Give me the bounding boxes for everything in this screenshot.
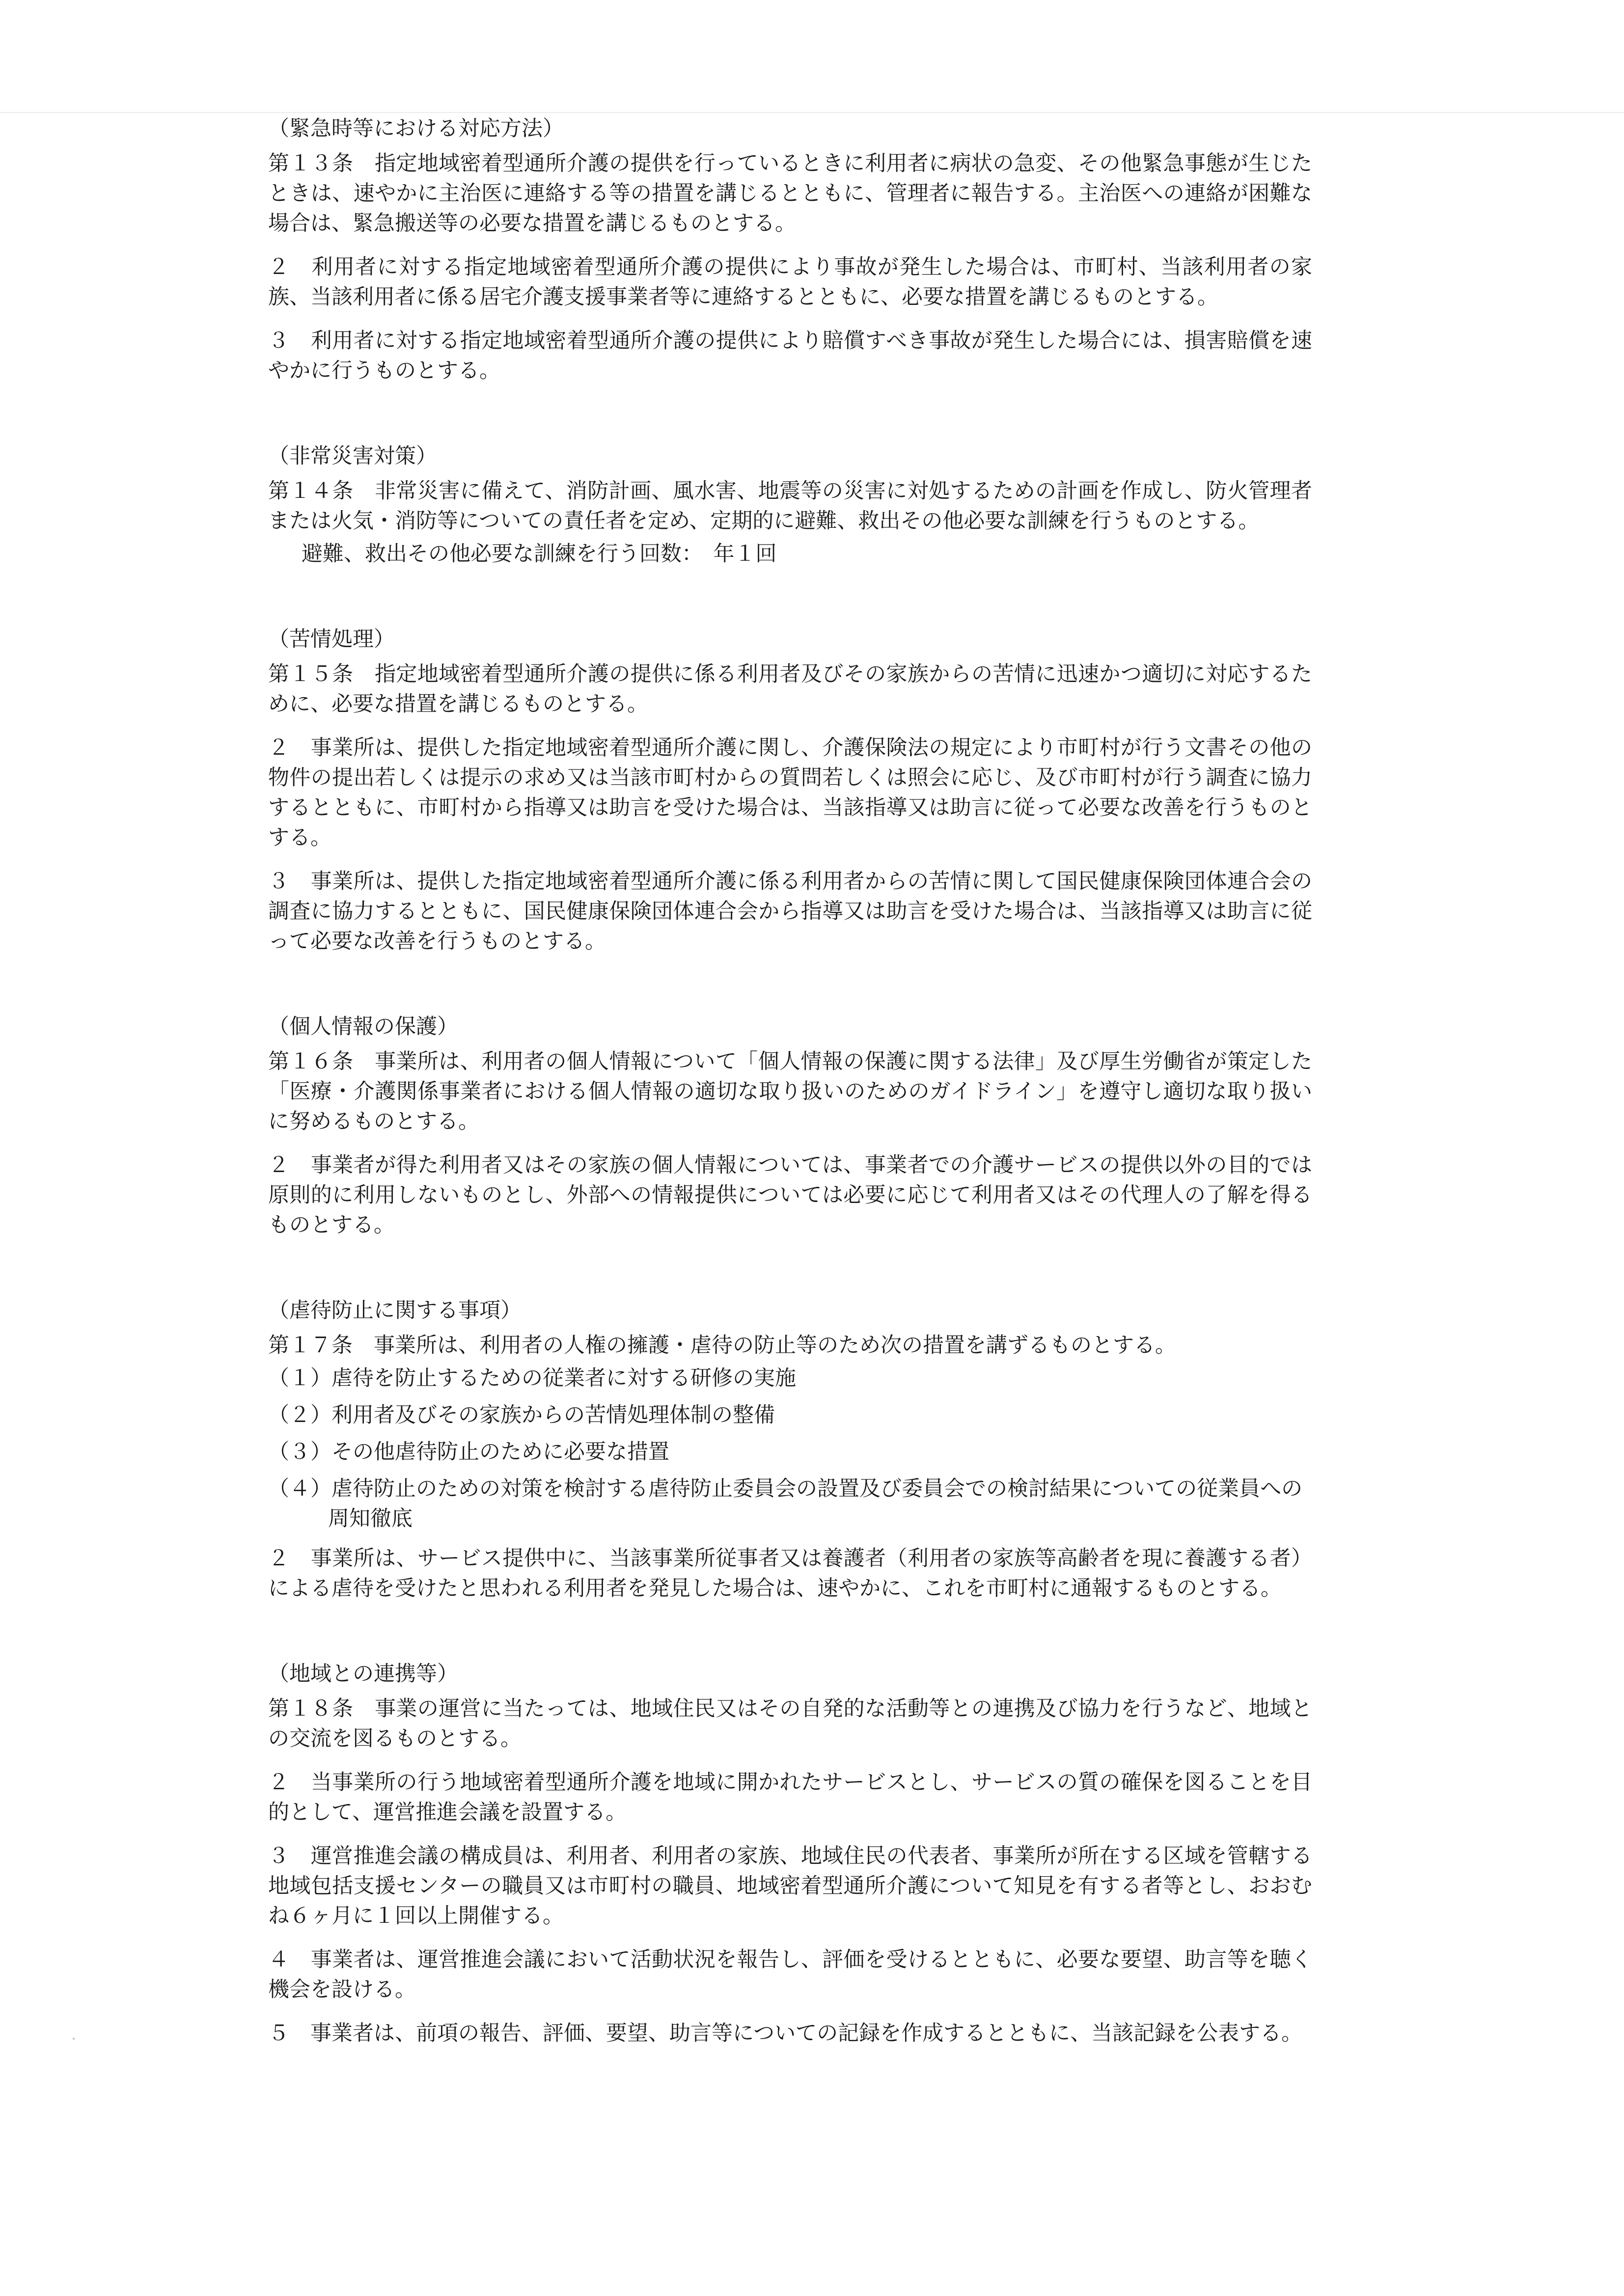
list-item: （３）その他虐待防止のために必要な措置 [268,1440,669,1464]
article-18-paragraph-5: ５ 事業者は、前項の報告、評価、要望、助言等についての記録を作成するとともに、当該記録を公表する。 [268,2021,1303,2046]
article-16-paragraph-2: ２ 事業者が得た利用者又はその家族の個人情報については、事業者での介護サービスの提供以外の目的では原則的に利用しないものとし、外部への情報提供については必要に応じて利用者又はその代理人の了解を得るものとする。 [268,1153,1312,1237]
section-abuse-prevention [268,1296,1312,1604]
article-15-paragraph-2: ２ 事業所は、提供した指定地域密着型通所介護に関し、介護保険法の規定により市町村が行う文書その他の物件の提出若しくは提示の求め又は当該市町村からの質問若しくは照会に応じ、及び市町村が行う調査に協力するとともに、市町村から指導又は助言を受けた場合は、当該指導又は助言に従って必要な改善を行うものとする。 [268,736,1312,850]
article-13-paragraph-1: 第１３条 指定地域密着型通所介護の提供を行っているときに利用者に病状の急変、その他緊急事態が生じたときは、速やかに主治医に連絡する等の措置を講じるとともに、管理者に報告する。主治医への連絡が困難な場合は、緊急搬送等の必要な措置を講じるものとする。 [268,151,1312,236]
list-item: （１）虐待を防止するための従業者に対する研修の実施 [268,1366,796,1391]
list-item: （２）利用者及びその家族からの苦情処理体制の整備 [268,1403,775,1427]
article-18-paragraph-1: 第１８条 事業の運営に当たっては、地域住民又はその自発的な活動等との連携及び協力を行うなど、地域との交流を図るものとする。 [268,1696,1312,1751]
section-community-cooperation [268,1659,1312,2049]
article-15-paragraph-3: ３ 事業所は、提供した指定地域密着型通所介護に係る利用者からの苦情に関して国民健康保険団体連合会の調査に協力するとともに、国民健康保険団体連合会から指導又は助言を受けた場合は、当該指導又は助言に従って必要な改善を行うものとする。 [268,869,1312,954]
section-heading: （緊急時等における対応方法） [268,116,564,141]
section-emergency-response [268,114,1312,386]
section-heading: （地域との連携等） [268,1662,458,1686]
article-17-paragraph-2: ２ 事業所は、サービス提供中に、当該事業所従事者又は養護者（利用者の家族等高齢者を現に養護する者）による虐待を受けたと思われる利用者を発見した場合は、速やかに、これを市町村に通報するものとする。 [268,1546,1312,1601]
article-13-paragraph-3: ３ 利用者に対する指定地域密着型通所介護の提供により賠償すべき事故が発生した場合には、損害賠償を速やかに行うものとする。 [268,328,1312,383]
section-heading: （虐待防止に関する事項） [268,1298,522,1323]
article-18-paragraph-3: ３ 運営推進会議の構成員は、利用者、利用者の家族、地域住民の代表者、事業所が所在する区域を管轄する地域包括支援センターの職員又は市町村の職員、地域密着型通所介護について知見を有する者等とし、おおむね６ヶ月に１回以上開催する。 [268,1844,1312,1928]
section-personal-information [268,1012,1312,1240]
section-heading: （個人情報の保護） [268,1014,458,1039]
document-body [268,114,1312,2062]
section-heading: （苦情処理） [268,627,395,652]
article-15-paragraph-1: 第１５条 指定地域密着型通所介護の提供に係る利用者及びその家族からの苦情に迅速かつ適切に対応するために、必要な措置を講じるものとする。 [268,662,1312,716]
scan-speck [73,2038,75,2040]
scan-edge-line [0,112,1624,113]
article-17-intro: 第１７条 事業所は、利用者の人権の擁護・虐待の防止等のため次の措置を講ずるものとする。 [268,1333,1176,1358]
section-disaster-measures [268,441,1312,569]
article-18-paragraph-4: ４ 事業者は、運営推進会議において活動状況を報告し、評価を受けるとともに、必要な要望、助言等を聴く機会を設ける。 [268,1947,1312,2002]
article-14-paragraph-1: 第１４条 非常災害に備えて、消防計画、風水害、地震等の災害に対処するための計画を作成し、防火管理者または火気・消防等についての責任者を定め、定期的に避難、救出その他必要な訓練を行うものとする。 [268,479,1312,533]
section-complaint-handling [268,625,1312,957]
article-18-paragraph-2: ２ 当事業所の行う地域密着型通所介護を地域に開かれたサービスとし、サービスの質の確保を図ることを目的として、運営推進会議を設置する。 [268,1770,1312,1825]
article-16-paragraph-1: 第１６条 事業所は、利用者の個人情報について「個人情報の保護に関する法律」及び厚生労働省が策定した「医療・介護関係事業者における個人情報の適切な取り扱いのためのガイドライン」を遵守し適切な取り扱いに努めるものとする。 [268,1049,1312,1134]
abuse-prevention-measures-list [268,1364,1312,1534]
article-13-paragraph-2: ２ 利用者に対する指定地域密着型通所介護の提供により事故が発生した場合は、市町村、当該利用者の家族、当該利用者に係る居宅介護支援事業者等に連絡するとともに、必要な措置を講じるものとする。 [268,255,1312,309]
list-item: （４）虐待防止のための対策を検討する虐待防止委員会の設置及び委員会での検討結果についての従業員への周知徹底 [268,1476,1303,1531]
drill-frequency: 避難、救出その他必要な訓練を行う回数： 年１回 [302,542,777,566]
section-heading: （非常災害対策） [268,444,437,468]
